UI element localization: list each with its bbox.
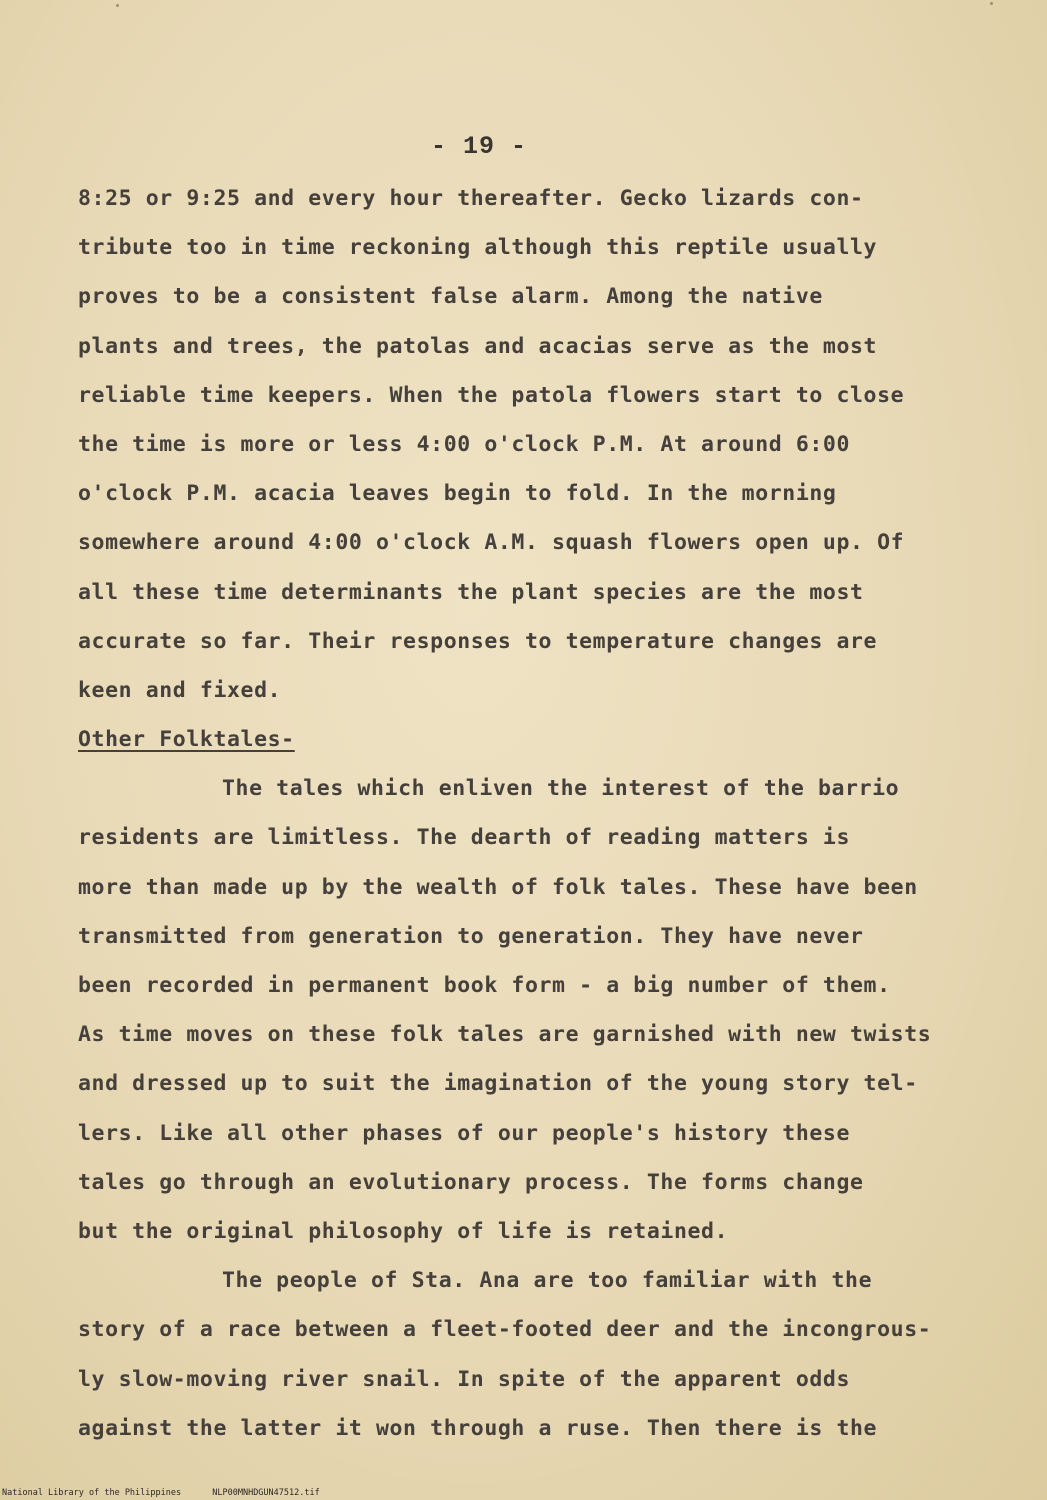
text-line: more than made up by the wealth of folk tales. These have been xyxy=(78,874,918,900)
text-line: all these time determinants the plant species are the most xyxy=(78,579,864,605)
text-line: As time moves on these folk tales are garnished with new twists xyxy=(78,1022,932,1048)
page-number: - 19 - xyxy=(430,132,527,161)
text-line: against the latter it won through a ruse. Then there is the xyxy=(78,1415,878,1441)
footer-library-name: National Library of the Philippines xyxy=(2,1488,182,1498)
text-line: but the original philosophy of life is retained. xyxy=(78,1218,729,1244)
text-line: 8:25 or 9:25 and every hour thereafter. Gecko lizards con- xyxy=(78,186,864,211)
text-line: residents are limitless. The dearth of reading matters is xyxy=(78,825,851,851)
text-line: tales go through an evolutionary process. The forms change xyxy=(78,1169,864,1195)
text-line: proves to be a consistent false alarm. Among the native xyxy=(78,284,823,310)
text-line: the time is more or less 4:00 o'clock P.M. At around 6:00 xyxy=(78,431,851,457)
text-line: reliable time keepers. When the patola flowers start to close xyxy=(78,382,905,408)
section-heading: Other Folktales- xyxy=(78,727,295,753)
text-line: ly slow-moving river snail. In spite of the apparent odds xyxy=(78,1366,851,1392)
ink-speck xyxy=(990,2,993,5)
typed-text-body xyxy=(78,174,1008,1453)
text-line: plants and trees, the patolas and acacias serve as the most xyxy=(78,333,878,359)
scan-footer xyxy=(2,1488,346,1498)
text-line: The tales which enliven the interest of the barrio xyxy=(222,776,900,802)
text-line: o'clock P.M. acacia leaves begin to fold. In the morning xyxy=(78,481,837,507)
text-line: lers. Like all other phases of our people's history these xyxy=(78,1120,851,1146)
text-line: been recorded in permanent book form - a big number of them. xyxy=(78,973,891,998)
text-line: tribute too in time reckoning although this reptile usually xyxy=(78,235,878,261)
text-line: story of a race between a fleet-footed deer and the incongrous- xyxy=(78,1317,932,1343)
text-line: The people of Sta. Ana are too familiar with the xyxy=(222,1268,873,1294)
footer-file-name: NLP00MNHDGUN47512.tif xyxy=(212,1488,320,1498)
text-line: transmitted from generation to generation. They have never xyxy=(78,923,864,949)
text-line: and dressed up to suit the imagination of the young story tel- xyxy=(78,1071,918,1097)
ink-speck xyxy=(116,4,119,7)
text-line: accurate so far. Their responses to temperature changes are xyxy=(78,628,878,654)
text-line: somewhere around 4:00 o'clock A.M. squash flowers open up. Of xyxy=(78,530,905,556)
text-line: keen and fixed. xyxy=(78,677,282,703)
